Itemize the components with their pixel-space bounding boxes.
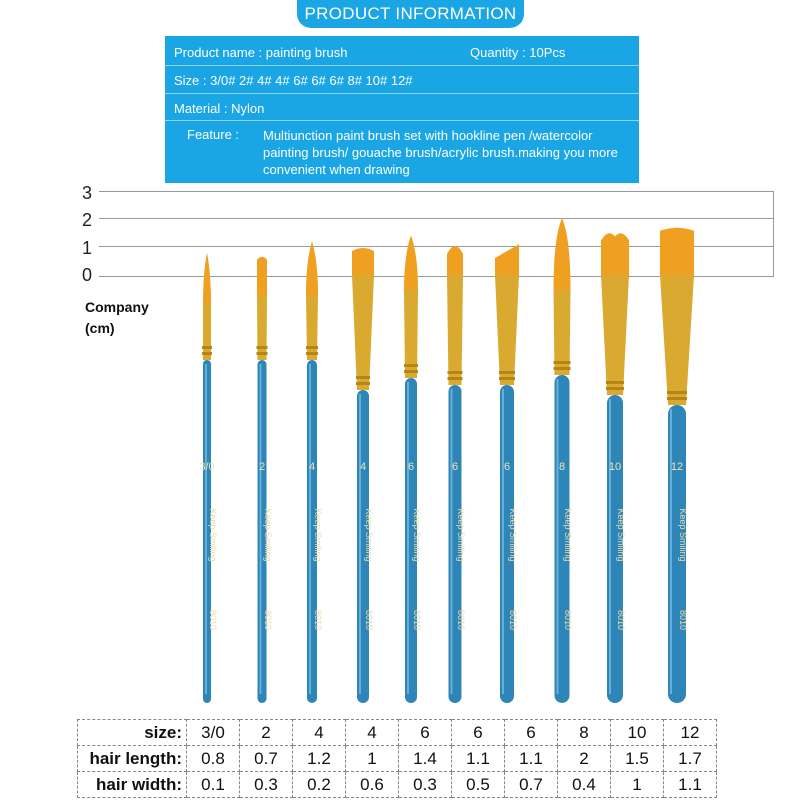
brush-ferrule-ring [202, 346, 212, 349]
brush-ferrule-ring [356, 382, 370, 385]
brush-bristles [554, 218, 571, 290]
brush-brand-text: Keep Smiling [563, 508, 573, 562]
brush-code-text: 8010 [208, 609, 218, 631]
table-cell: 0.7 [240, 746, 293, 772]
table-cell: 0.5 [452, 772, 505, 798]
brush-code-text: 8010 [456, 609, 466, 631]
brush-handle-highlight [260, 364, 262, 694]
ruler-tick-label: 2 [82, 210, 93, 230]
brush-ferrule [352, 275, 374, 390]
table-cell: 1.1 [505, 746, 558, 772]
brush-ferrule [447, 275, 463, 385]
brush-ferrule-ring [554, 361, 571, 364]
brush-ferrule [203, 305, 211, 360]
brush-size-label: 2 [258, 461, 266, 473]
brush-brand-text: Keep Smiling [208, 508, 218, 562]
brush-handle-highlight [670, 409, 672, 694]
table-cell: 4 [293, 720, 346, 746]
table-cell: 2 [558, 746, 611, 772]
brush-ferrule-ring [499, 377, 515, 380]
table-row-header: hair length: [78, 746, 187, 772]
brush-handle-highlight [359, 394, 361, 694]
brush-code-text: 8010 [616, 609, 626, 631]
table-cell: 1.1 [664, 772, 717, 798]
feature-label: Feature : [187, 127, 240, 142]
table-cell: 1.5 [611, 746, 664, 772]
brush-brand-text: Keep Smiling [313, 508, 323, 562]
brush-ferrule-ring [667, 391, 687, 394]
table-cell: 6 [452, 720, 505, 746]
feature-text: Multiunction paint brush set with hookline pen /watercolor painting brush/ gouache brush/acrylic brush.making you more convenient when drawing [263, 128, 618, 177]
product-name: Product name : painting brush [174, 45, 348, 60]
table-cell: 0.6 [346, 772, 399, 798]
ruler-tick-label: 1 [82, 238, 93, 258]
brush-ferrule-ring [606, 387, 624, 390]
table-cell: 10 [611, 720, 664, 746]
brush-code-text: 8010 [563, 609, 573, 631]
brush-bristles [601, 233, 629, 275]
table-row-header: hair width: [78, 772, 187, 798]
brush-size-label: 12 [670, 461, 684, 473]
table-cell: 6 [399, 720, 452, 746]
unit-label-company: Company [85, 299, 149, 315]
table-cell: 0.3 [240, 772, 293, 798]
brush-brand-text: Keep Smiling [364, 508, 374, 562]
table-cell: 0.2 [293, 772, 346, 798]
brush-brand-text: Keep Smiling [456, 508, 466, 562]
brush-code-text: 8010 [678, 609, 688, 631]
ruler-tick-label: 3 [82, 183, 93, 203]
product-information-header: PRODUCT INFORMATION [297, 0, 524, 28]
brush-brand-text: Keep Smiling [616, 508, 626, 562]
brush-code-text: 8010 [508, 609, 518, 631]
brush-bristles [306, 241, 318, 295]
brush-ferrule [601, 275, 629, 395]
table-cell: 2 [240, 720, 293, 746]
brush-ferrule-ring [306, 346, 318, 349]
brush-brand-text: Keep Smiling [678, 508, 688, 562]
brush-bristles [495, 244, 519, 275]
product-size: Size : 3/0# 2# 4# 4# 6# 6# 6# 8# 10# 12# [174, 73, 413, 88]
brush-bristles [257, 257, 267, 295]
brush-size-label: 6 [407, 461, 415, 473]
product-material: Material : Nylon [174, 101, 265, 116]
brush-code-text: 8010 [412, 609, 422, 631]
brush-ferrule-ring [667, 397, 687, 400]
brush-size-label: 6 [503, 461, 511, 473]
brush-ferrule-ring [554, 367, 571, 370]
brush-handle-highlight [609, 399, 611, 694]
brush-ferrule-ring [499, 371, 515, 374]
table-cell: 0.8 [187, 746, 240, 772]
table-cell: 1.4 [399, 746, 452, 772]
brush-bristles [447, 246, 463, 275]
unit-label-cm: (cm) [85, 320, 115, 336]
brush-size-label: 3/0 [199, 461, 215, 473]
brush-code-text: 8010 [313, 609, 323, 631]
brush-size-label: 4 [308, 461, 316, 473]
table-row-hair-width [78, 772, 717, 798]
brush-ferrule [660, 275, 694, 405]
brush-ferrule-ring [306, 352, 318, 355]
table-cell: 0.7 [505, 772, 558, 798]
brush-bristles [352, 248, 374, 275]
brush-size-label: 10 [608, 461, 622, 473]
brush-ferrule-ring [257, 346, 268, 349]
brush-ferrule [306, 295, 318, 360]
spec-table [77, 719, 717, 798]
brush-code-text: 8010 [263, 609, 273, 631]
brush-handle-highlight [407, 382, 409, 694]
brush-size-label: 4 [359, 461, 367, 473]
brush-brand-text: Keep Smiling [508, 508, 518, 562]
table-cell: 4 [346, 720, 399, 746]
brush-bristles [203, 253, 211, 305]
brush-ferrule-ring [356, 376, 370, 379]
brush-ferrule-ring [202, 352, 212, 355]
table-cell: 0.1 [187, 772, 240, 798]
brush-bristles [404, 235, 418, 290]
brush-ferrule-ring [404, 364, 418, 367]
brush-handle-highlight [451, 389, 453, 694]
table-cell: 8 [558, 720, 611, 746]
brush-ferrule-ring [448, 377, 463, 380]
brush-handle-highlight [557, 379, 559, 694]
table-cell: 1.1 [452, 746, 505, 772]
table-cell: 12 [664, 720, 717, 746]
table-row-hair-length [78, 746, 717, 772]
brush-handle-highlight [205, 364, 207, 694]
table-row-size [78, 720, 717, 746]
brush-brand-text: Keep Smiling [263, 508, 273, 562]
brush-ferrule-ring [257, 352, 268, 355]
table-cell: 1.2 [293, 746, 346, 772]
brush-handle-highlight [502, 389, 504, 694]
table-row-header: size: [78, 720, 187, 746]
brush-size-label: 6 [451, 461, 459, 473]
ruler-tick-label: 0 [82, 265, 93, 285]
brush-code-text: 8010 [364, 609, 374, 631]
table-cell: 1 [346, 746, 399, 772]
brush-ferrule-ring [404, 370, 418, 373]
brush-ferrule-ring [606, 381, 624, 384]
brush-ferrule [257, 295, 267, 360]
brush-ferrule [495, 275, 519, 385]
table-cell: 0.4 [558, 772, 611, 798]
table-cell: 3/0 [187, 720, 240, 746]
brush-ferrule-ring [448, 371, 463, 374]
table-cell: 0.3 [399, 772, 452, 798]
table-cell: 6 [505, 720, 558, 746]
brush-size-label: 8 [558, 461, 566, 473]
brush-handle-highlight [309, 364, 311, 694]
table-cell: 1.7 [664, 746, 717, 772]
product-quantity: Quantity : 10Pcs [470, 45, 566, 60]
brush-bristles [660, 228, 694, 275]
table-cell: 1 [611, 772, 664, 798]
brush-brand-text: Keep Smiling [412, 508, 422, 562]
